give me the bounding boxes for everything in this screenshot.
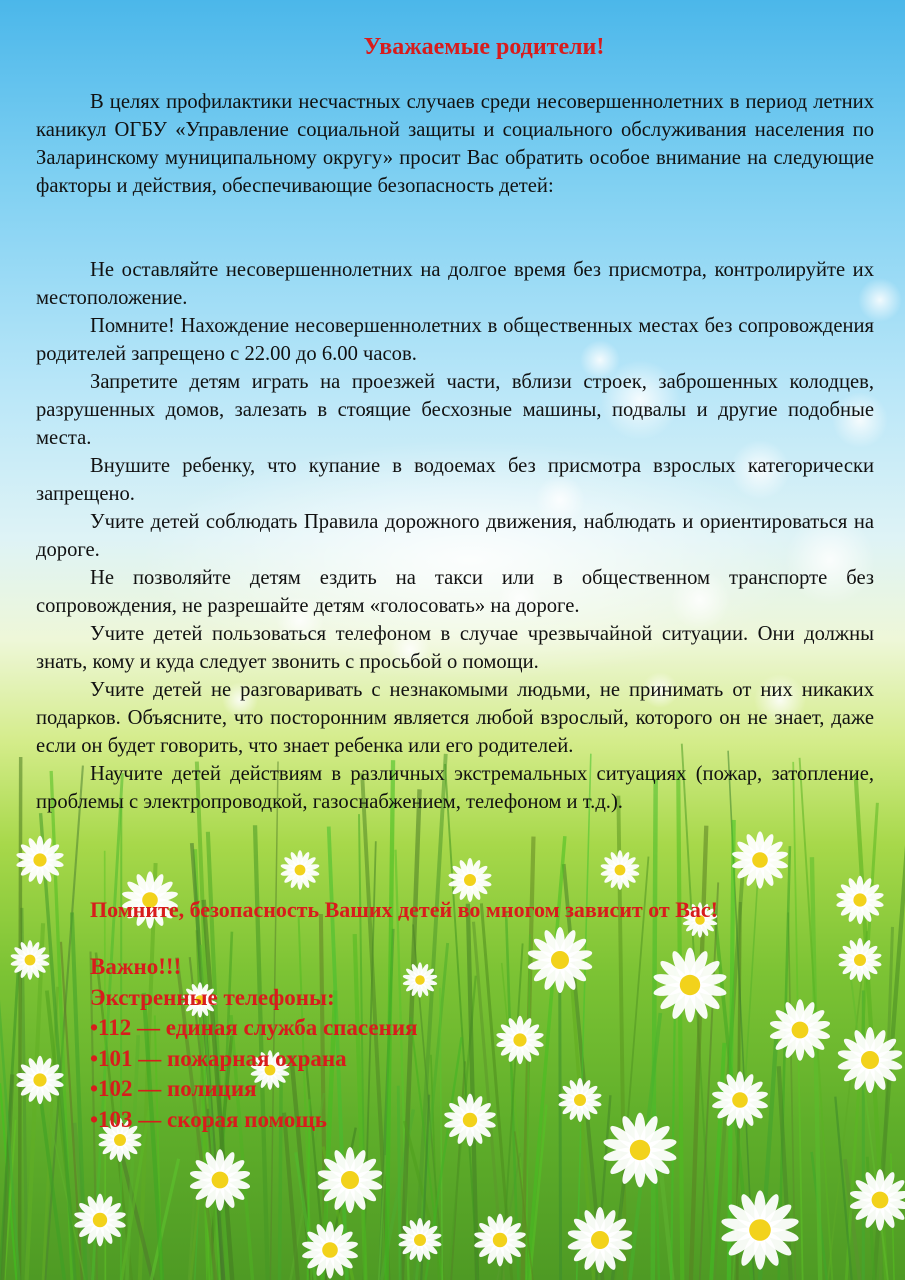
emergency-title: Экстренные телефоны: [90,984,335,1010]
important-label: Важно!!! [90,954,182,979]
advice-list [36,256,874,816]
emergency-block [90,952,590,1135]
daisy-flower [280,850,320,890]
advice-item: Запретите детям играть на проезжей части, вблизи строек, заброшенных колодцев, разрушенных домов, залезать в стоящие бесхозные машины, подвалы и другие подобные места. [36,371,874,449]
daisy-flower [652,948,727,1023]
grass-blade [691,826,706,1280]
daisy-flower [600,850,640,890]
daisy-flower [769,999,831,1061]
advice-item: Не позволяйте детям ездить на такси или в общественном транспорте без сопровождения, не разрешайте детям «голосовать» на дороге. [36,567,874,617]
advice-item: Учите детей пользоваться телефоном в случае чрезвычайной ситуации. Они должны знать, кому и куда следует звонить с просьбой о помощи. [36,623,874,673]
daisy-flower [602,1113,677,1188]
grass-blade [20,757,21,1280]
daisy-flower [731,831,789,888]
phone-item: •103 — скорая помощь [90,1106,327,1132]
grass-blade [678,772,682,1280]
daisy-flower [849,1169,905,1231]
advice-item: Помните! Нахождение несовершеннолетних в общественных местах без сопровождения родителей запрещено с 22.00 до 6.00 часов. [36,315,874,365]
reminder-text: Помните, безопасность Ваших детей во многом зависит от Вас! [90,897,718,922]
grass-blade [653,778,656,1280]
daisy-flower [838,938,882,982]
advice-item: Учите детей не разговаривать с незнакомыми людьми, не принимать от них никаких подарков. Объясните, что посторонним является любой взрослый, которого он не знает, даже если он будет говорить, что знает ребенка или его родителей. [36,679,874,757]
intro-paragraph [36,88,874,200]
phone-item: •112 — единая служба спасения [90,1015,418,1040]
advice-item: Не оставляйте несовершеннолетних на долгое время без присмотра, контролируйте их местоположение. [36,259,874,309]
advice-item: Учите детей соблюдать Правила дорожного движения, наблюдать и ориентироваться на дороге. [36,511,874,561]
page-title: Уважаемые родители! [363,34,605,60]
grass-blade [284,1113,298,1280]
advice-item: Научите детей действиям в различных экстремальных ситуациях (пожар, затопление, проблемы с электропроводкой, газоснабжением, телефоном и т.д.). [36,763,874,813]
phone-item: •102 — полиция [90,1076,257,1101]
phone-item: •101 — пожарная охрана [90,1045,347,1071]
intro-text: В целях профилактики несчастных случаев среди несовершеннолетних в период летних каникул ОГБУ «Управление социальной защиты и социального обслуживания населения по Заларинскому муниципальному округу» просит Вас обратить особое внимание на следующие факторы и действия, обеспечивающие безопасность детей: [36,91,874,197]
advice-item: Внушите ребенку, что купание в водоемах без присмотра взрослых категорически запрещено. [36,455,874,505]
